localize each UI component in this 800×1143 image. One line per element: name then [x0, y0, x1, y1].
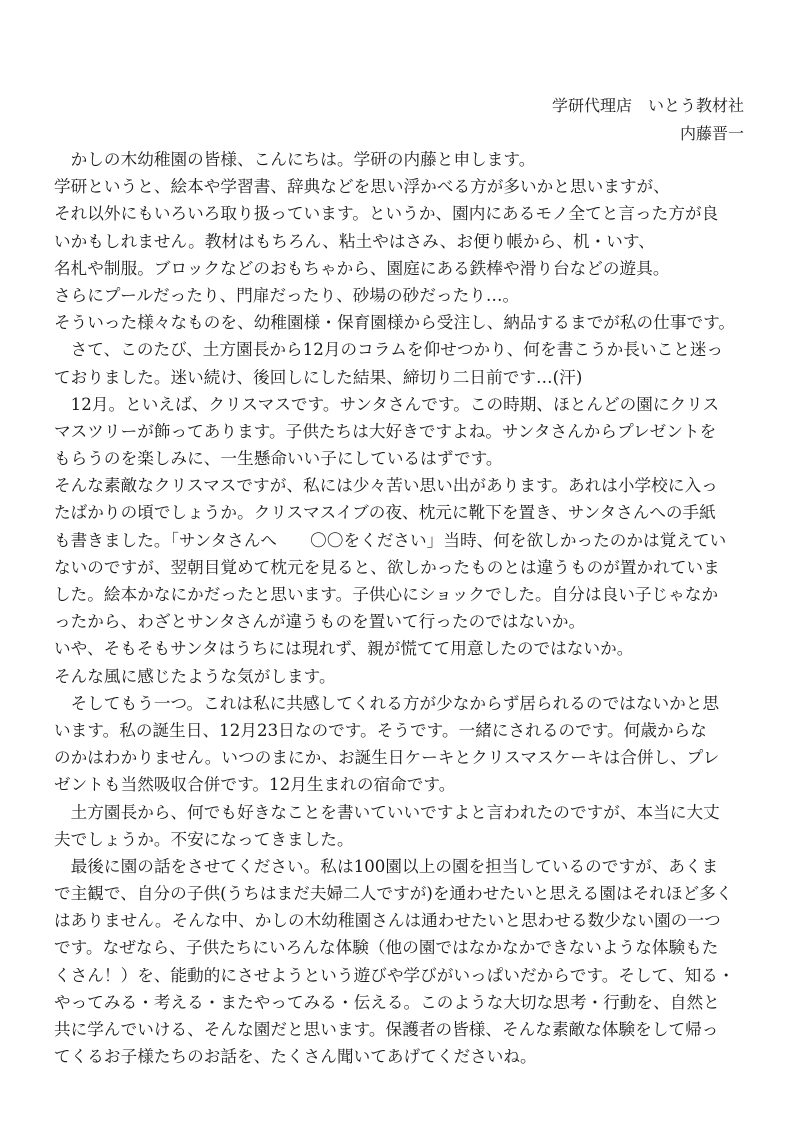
body-line: 夫でしょうか。不安になってきました。	[54, 829, 354, 849]
body-line: います。私の誕生日、12月23日なのです。そうです。一緒にされるのです。何歳からな	[54, 720, 707, 740]
body-line: 名札や制服。ブロックなどのおもちゃから、園庭にある鉄棒や滑り台などの遊具。	[54, 258, 670, 278]
document-header	[552, 92, 744, 148]
body-line: ないのですが、翌朝目覚めて枕元を見ると、欲しかったものとは違うものが置かれていま	[54, 557, 720, 577]
body-line: 学研というと、絵本や学習書、辞典などを思い浮かべる方が多いかと思いますが、	[54, 177, 670, 197]
body-line: した。絵本かなにかだったと思います。子供心にショックでした。自分は良い子じゃなか	[54, 585, 719, 604]
body-line: です。なぜなら、子供たちにいろんな体験（他の園ではなかなかできないような体験もた	[54, 938, 719, 958]
body-line: たばかりの頃でしょうか。クリスマスイブの夜、枕元に靴下を置き、サンタさんへの手紙	[54, 503, 716, 523]
body-line: 土方園長から、何でも好きなことを書いていいですよと言われたのですが、本当に大丈	[54, 802, 720, 822]
body-line: そしてもう一つ。これは私に共感してくれる方が少なからず居られるのではないかと思	[54, 693, 720, 713]
body-line: マスツリーが飾ってあります。子供たちは大好きですよね。サンタさんからプレゼントを	[54, 421, 717, 441]
body-line: さて、このたび、土方園長から12月のコラムを仰せつかり、何を書こうか長いこと迷っ	[54, 340, 724, 360]
body-line: で主観で、自分の子供(うちはまだ夫婦二人ですが)を通わせたいと思える園はそれほど多く	[54, 884, 733, 904]
author-name: 内藤晋一	[679, 124, 744, 143]
body-line: ておりました。迷い続け、後回しにした結果、締切り二日前です…(汗)	[54, 367, 583, 387]
body-line: そんな素敵なクリスマスですが、私には少々苦い思い出があります。あれは小学校に入っ	[54, 476, 718, 496]
body-line: ゼントも当然吸収合併です。12月生まれの宿命です。	[54, 775, 456, 795]
body-line: いかもしれません。教材はもちろん、粘土やはさみ、お便り帳から、机・いす、	[54, 231, 655, 251]
body-line: も書きました。「サンタさんへ 〇〇をください」当時、何を欲しかったのかは覚えてい	[54, 530, 727, 550]
body-line: くさん！）を、能動的にさせようという遊びや学びがいっぱいだからです。そして、知る・	[54, 965, 735, 985]
body-line: さらにプールだったり、門扉だったり、砂場の砂だったり…。	[54, 285, 520, 305]
body-line: そういった様々なものを、幼稚園様・保育園様から受注し、納品するまでが私の仕事です。	[54, 313, 736, 333]
body-line: やってみる・考える・またやってみる・伝える。このような大切な思考・行動を、自然と	[54, 992, 720, 1012]
body-line: 最後に園の話をさせてください。私は100園以上の園を担当しているのですが、あくま	[54, 856, 719, 876]
body-line: かしの木幼稚園の皆様、こんにちは。学研の内藤と申します。	[54, 150, 536, 169]
body-line: ったから、わざとサンタさんが違うものを置いて行ったのではないか。	[54, 612, 586, 632]
body-line: それ以外にもいろいろ取り扱っています。というか、園内にあるモノ全てと言った方が良	[54, 204, 719, 224]
body-line: いや、そもそもサンタはうちには現れず、親が慌てて用意したのではないか。	[54, 639, 634, 659]
body-line: はありません。そんな中、かしの木幼稚園さんは通わせたいと思わせる数少ない園の一つ	[54, 911, 721, 931]
document-body	[54, 146, 754, 1070]
body-line: 共に学んでいける、そんな園だと思います。保護者の皆様、そんな素敵な体験をして帰っ	[54, 1020, 719, 1039]
body-line: そんな風に感じたような気がします。	[54, 666, 336, 686]
body-line: もらうのを楽しみに、一生懸命いい子にしているはずです。	[54, 449, 503, 469]
body-line: てくるお子様たちのお話を、たくさん聞いてあげてくださいね。	[54, 1047, 537, 1067]
body-line: 12月。といえば、クリスマスです。サンタさんです。この時期、ほとんどの園にクリス	[54, 394, 720, 414]
body-line: のかはわかりません。いつのまにか、お誕生日ケーキとクリスマスケーキは合併し、プレ	[54, 748, 720, 768]
company-name: 学研代理店 いとう教材社	[551, 96, 744, 115]
